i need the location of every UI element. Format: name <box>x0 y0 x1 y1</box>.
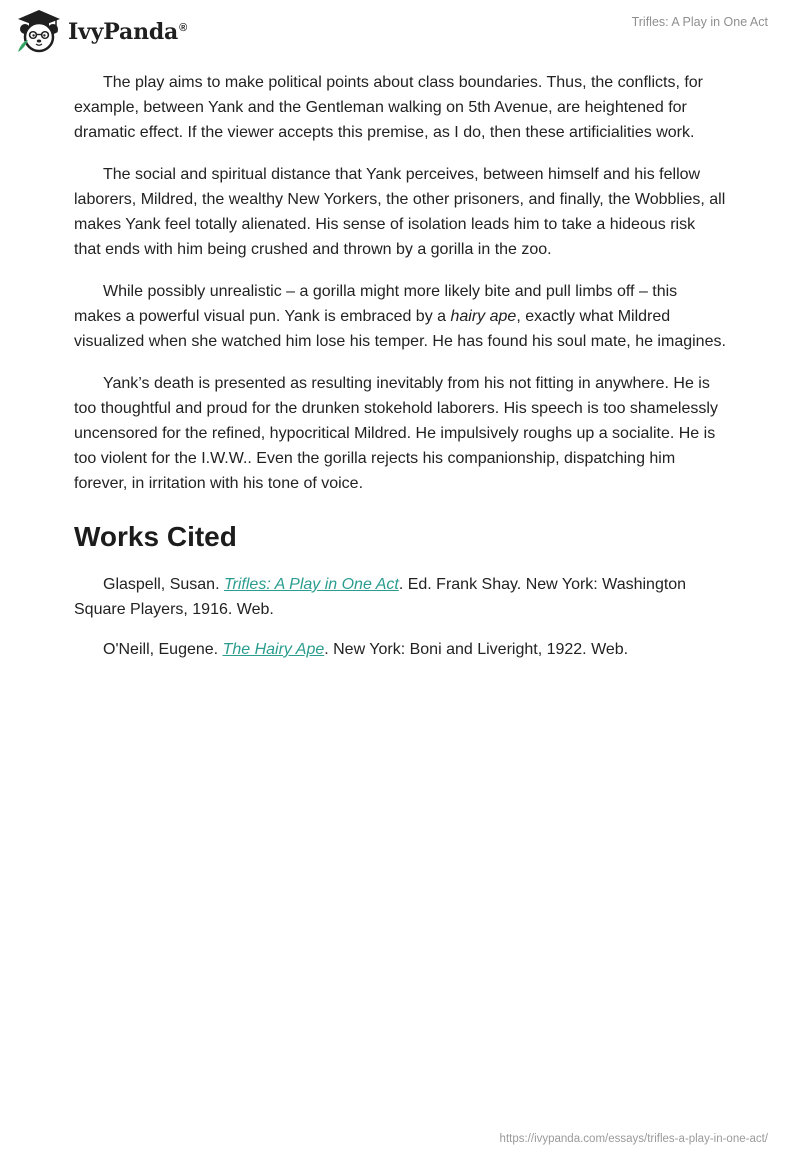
citation-author: Glaspell, Susan. <box>103 576 224 593</box>
body-paragraph: Yank’s death is presented as resulting inevitably from his not fitting in anywhere. He is too thoughtful and proud for the drunken stokehold laborers. His speech is too shamelessly uncensored for the refined, hypocritical Mildred. He impulsively roughs up a socialite. He is too violent for the I.W.W.. Even the gorilla rejects his companionship, dispatching him forever, in irritation with his tone of voice. <box>74 375 718 492</box>
logo-name: IvyPanda <box>68 19 179 45</box>
paragraph-text: , exactly what Mildred visualized when she watched him lose his temper. He has found his soul mate, he imagines. <box>74 308 726 350</box>
citation-title-link[interactable]: Trifles: A Play in One Act <box>223 576 399 593</box>
registered-mark: ® <box>179 21 188 34</box>
panda-graduate-icon <box>16 8 62 54</box>
citation-entry <box>74 637 726 662</box>
body-paragraph: The social and spiritual distance that Yank perceives, between himself and his fellow laborers, Mildred, the wealthy New Yorkers, the other prisoners, and finally, the Wobblies, all makes Yank feel totally alienated. His sense of isolation leads him to take a hideous risk that ends with him being crushed and thrown by a gorilla in the zoo. <box>74 166 726 258</box>
body-paragraph <box>74 279 726 354</box>
citation-details: . New York: Boni and Liveright, 1922. Web. <box>324 641 629 658</box>
page-header <box>0 0 800 60</box>
citation-author: O'Neill, Eugene. <box>103 641 223 658</box>
works-cited-heading: Works Cited <box>74 521 237 552</box>
ivypanda-logo[interactable] <box>16 8 187 54</box>
citation-title-link[interactable]: The Hairy Ape <box>222 641 325 658</box>
body-paragraph: The play aims to make political points about class boundaries. Thus, the conflicts, for example, between Yank and the Gentleman walking on 5th Avenue, are heightened for dramatic effect. If the viewer accepts this premise, as I do, then these artificialities work. <box>74 74 704 141</box>
essay-content <box>74 70 726 677</box>
citation-entry <box>74 572 726 622</box>
emphasized-phrase: hairy ape <box>450 308 517 325</box>
paragraph-text: While possibly unrealistic – a gorilla might more likely bite and pull limbs off – this makes a powerful visual pun. Yank is embraced by a <box>74 283 678 325</box>
logo-wordmark <box>68 19 187 45</box>
footer-url[interactable]: https://ivypanda.com/essays/trifles-a-play-in-one-act/ <box>499 1133 768 1145</box>
document-title: Trifles: A Play in One Act <box>631 15 768 29</box>
citation-details: . Ed. Frank Shay. New York: Washington Square Players, 1916. Web. <box>74 576 687 618</box>
